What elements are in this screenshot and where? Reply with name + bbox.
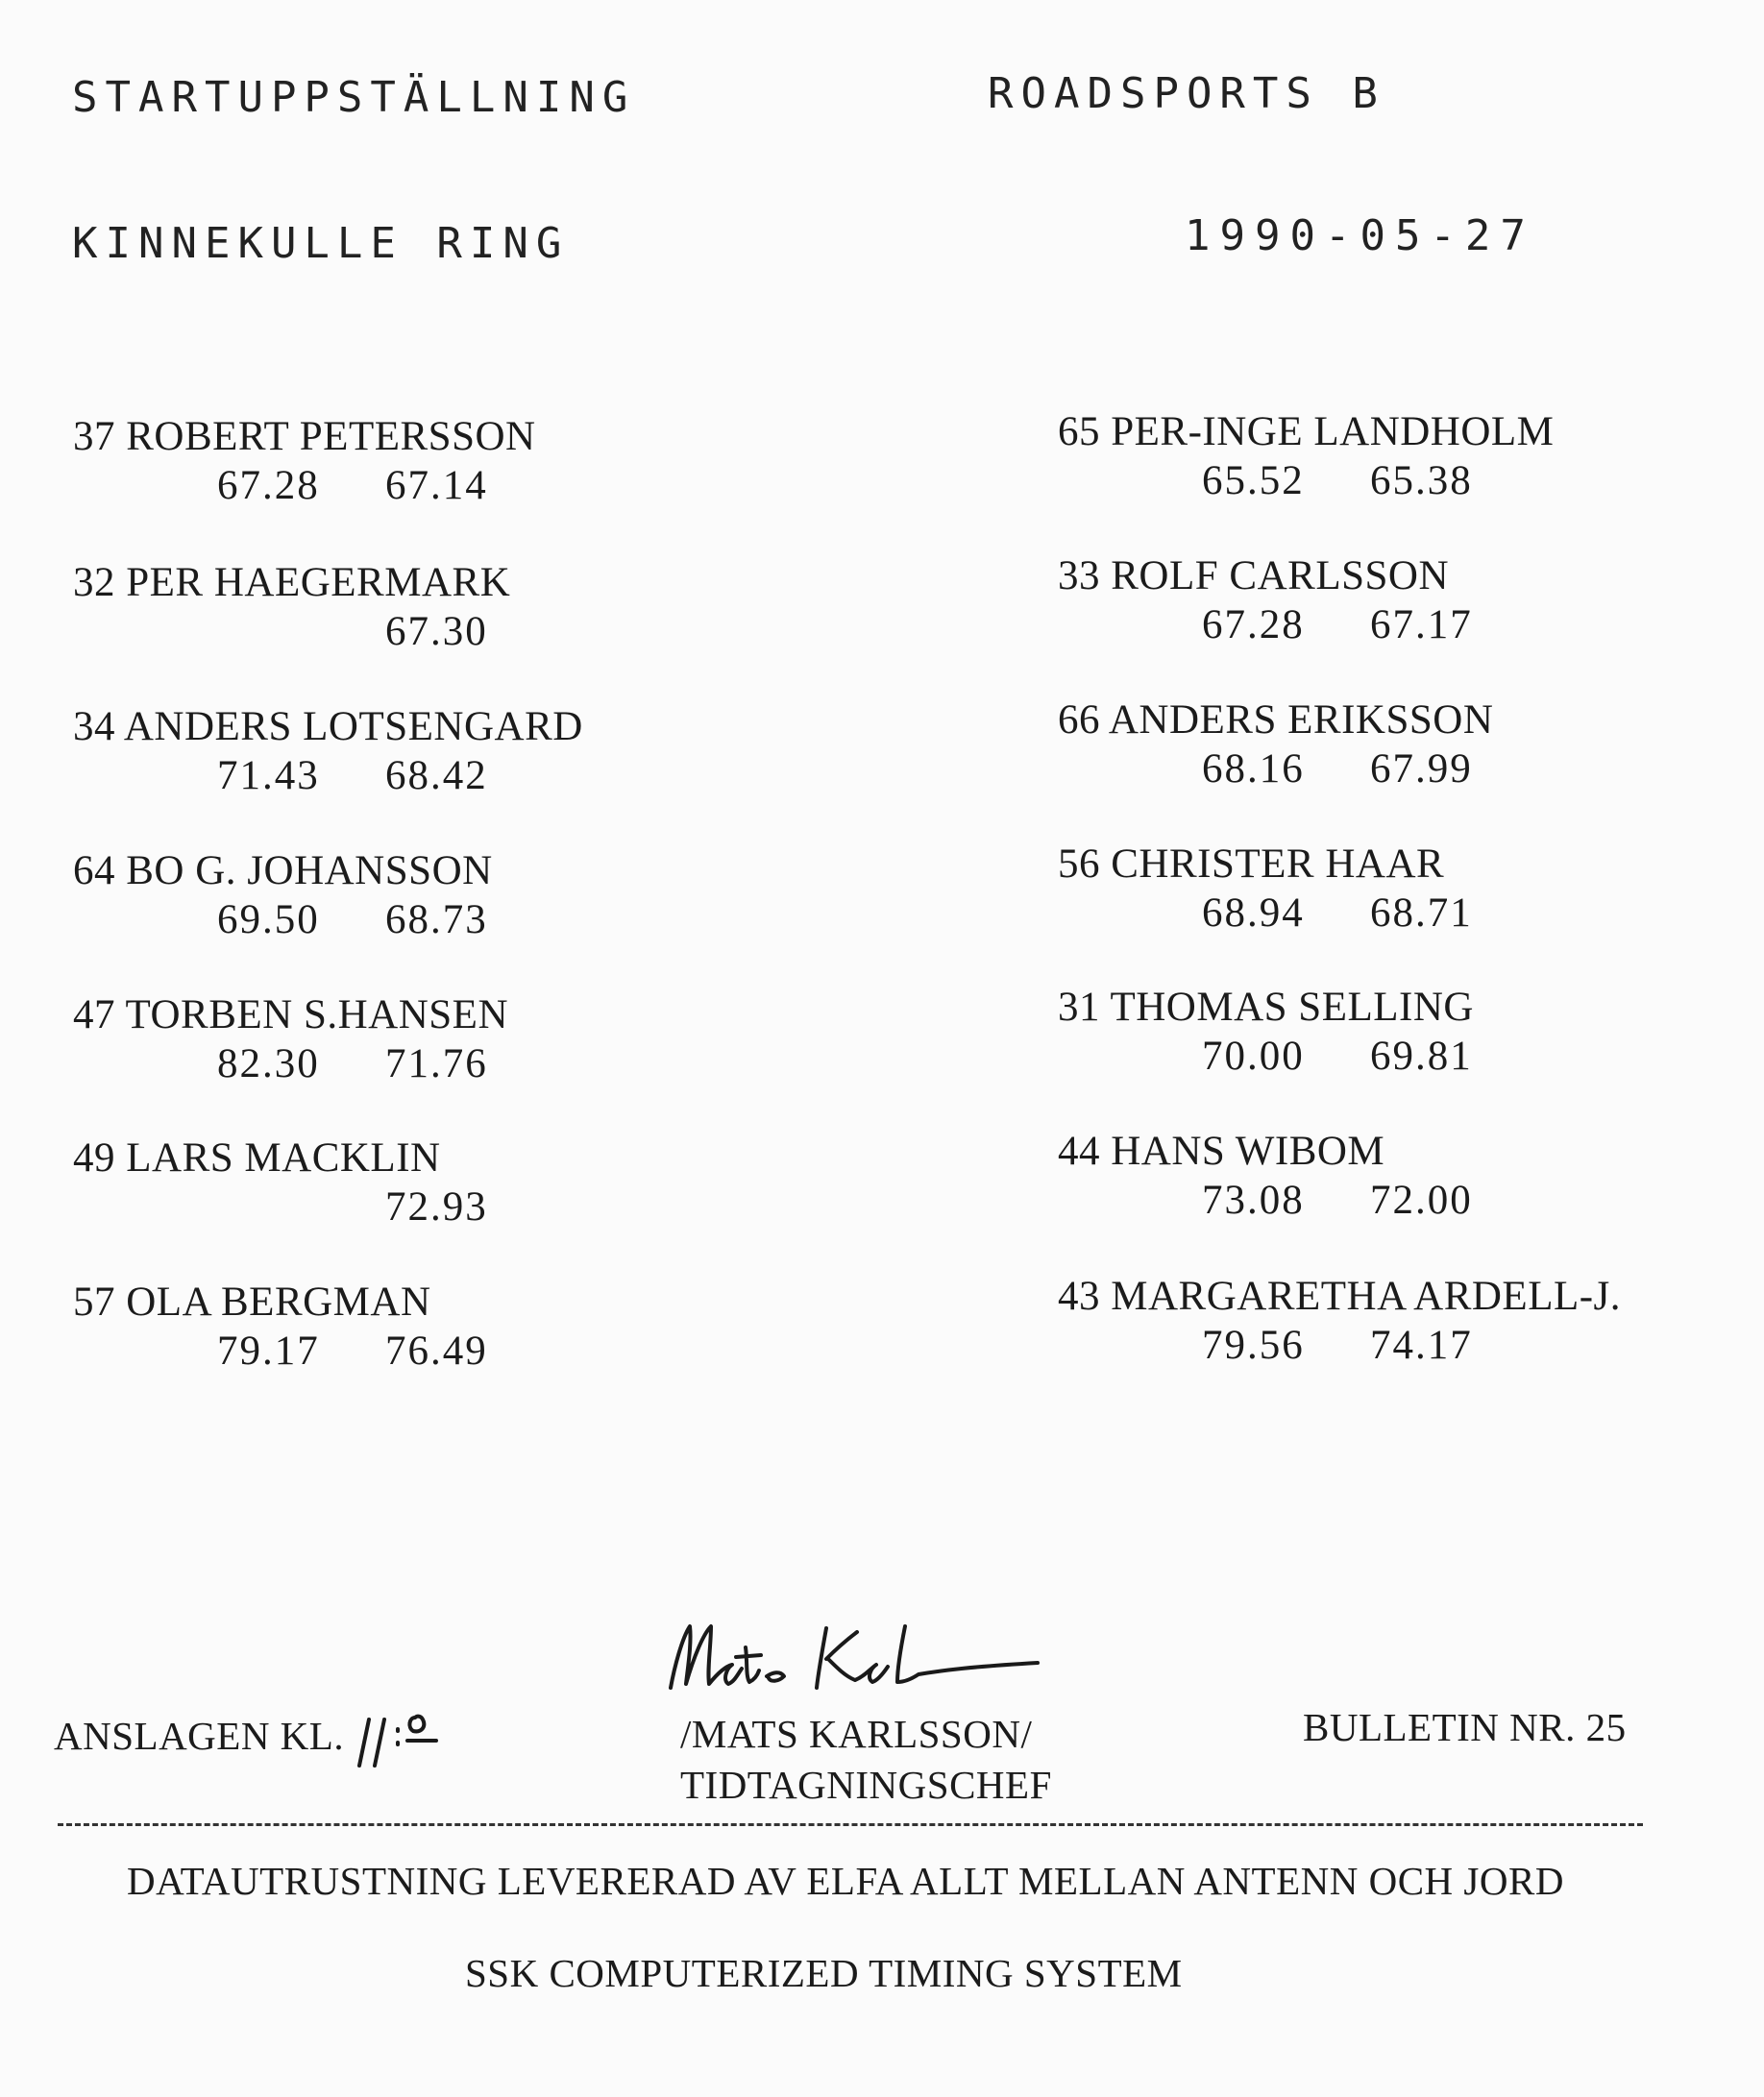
- handwritten-time: [342, 1706, 448, 1773]
- lap-times: [73, 1329, 488, 1374]
- driver-entry: [73, 1280, 488, 1374]
- signer-name: /MATS KARLSSON/: [680, 1712, 1033, 1756]
- lap-times: [1058, 1178, 1473, 1223]
- driver-number-name: 37 ROBERT PETERSSON: [73, 414, 536, 459]
- posted-label: ANSLAGEN KL.: [54, 1714, 345, 1758]
- lap-time: 68.71: [1370, 890, 1473, 936]
- handwritten-signature: [653, 1599, 1095, 1705]
- lap-times: [73, 755, 583, 796]
- system-line: SSK COMPUTERIZED TIMING SYSTEM: [465, 1951, 1183, 1995]
- driver-number-name: 65 PER-INGE LANDHOLM: [1058, 409, 1555, 454]
- lap-times: [1058, 748, 1493, 790]
- lap-time: 68.16: [1202, 746, 1305, 792]
- lap-times: [1058, 890, 1473, 936]
- lap-time: 74.17: [1370, 1323, 1473, 1368]
- class-name: ROADSPORTS B: [988, 69, 1385, 118]
- lap-time: 72.93: [385, 1184, 488, 1230]
- driver-entry: [73, 1135, 488, 1230]
- lap-time: 72.00: [1370, 1178, 1473, 1223]
- driver-entry: [1058, 1129, 1473, 1223]
- lap-time: 68.42: [385, 753, 488, 798]
- driver-entry: [1058, 1276, 1621, 1366]
- driver-number-name: 49 LARS MACKLIN: [73, 1135, 441, 1181]
- driver-number-name: 64 BO G. JOHANSSON: [73, 848, 493, 893]
- lap-time: 82.30: [217, 1041, 320, 1086]
- driver-number-name: 56 CHRISTER HAAR: [1058, 841, 1445, 887]
- lap-time: 65.52: [1202, 458, 1305, 503]
- driver-number-name: 66 ANDERS ERIKSSON: [1058, 697, 1494, 743]
- lap-time: 67.28: [217, 463, 320, 508]
- lap-time: 67.17: [1370, 602, 1473, 647]
- lap-times: [73, 611, 510, 652]
- driver-number-name: 33 ROLF CARLSSON: [1058, 553, 1450, 598]
- driver-entry: [73, 850, 493, 940]
- lap-time: 76.49: [385, 1329, 488, 1374]
- lap-time: 73.08: [1202, 1178, 1305, 1223]
- lap-time: 70.00: [1202, 1034, 1305, 1079]
- lap-times: [1058, 460, 1554, 501]
- lap-times: [1058, 1036, 1474, 1077]
- driver-entry: [1058, 841, 1473, 936]
- driver-entry: [1058, 553, 1473, 647]
- venue: KINNEKULLE RING: [72, 219, 570, 268]
- lap-time: 65.38: [1370, 458, 1473, 503]
- driver-entry: [73, 416, 536, 506]
- dashed-divider: [58, 1823, 1643, 1826]
- document-title: STARTUPPSTÄLLNING: [72, 73, 636, 122]
- driver-number-name: 47 TORBEN S.HANSEN: [73, 992, 509, 1037]
- driver-entry: [73, 562, 510, 652]
- driver-entry: [1058, 987, 1474, 1077]
- driver-entry: [1058, 411, 1554, 501]
- lap-time: 67.28: [1202, 602, 1305, 647]
- lap-time: 69.81: [1370, 1034, 1473, 1079]
- lap-times: [73, 465, 536, 506]
- driver-entry: [1058, 699, 1493, 790]
- lap-time: 71.76: [385, 1041, 488, 1086]
- lap-time: 68.94: [1202, 890, 1305, 936]
- lap-times: [73, 1043, 508, 1085]
- lap-time: 67.14: [385, 463, 488, 508]
- driver-number-name: 34 ANDERS LOTSENGARD: [73, 704, 583, 749]
- driver-number-name: 57 OLA BERGMAN: [73, 1280, 431, 1325]
- lap-time: 68.73: [385, 897, 488, 942]
- lap-times: [1058, 1325, 1621, 1366]
- sponsor-line: DATAUTRUSTNING LEVERERAD AV ELFA ALLT MELLAN ANTENN OCH JORD: [127, 1859, 1564, 1903]
- signer-title: TIDTAGNINGSCHEF: [680, 1763, 1052, 1807]
- bulletin-number: BULLETIN NR. 25: [1303, 1705, 1627, 1749]
- lap-time: 79.17: [217, 1329, 320, 1374]
- lap-time: 71.43: [217, 753, 320, 798]
- lap-time: 67.99: [1370, 746, 1473, 792]
- lap-times: [1058, 602, 1473, 647]
- driver-number-name: 31 THOMAS SELLING: [1058, 985, 1474, 1030]
- event-date: 1990-05-27: [1185, 211, 1535, 260]
- lap-times: [73, 899, 493, 940]
- lap-times: [73, 1184, 488, 1230]
- lap-time: 79.56: [1202, 1323, 1305, 1368]
- lap-time: 69.50: [217, 897, 320, 942]
- driver-entry: [73, 706, 583, 796]
- driver-number-name: 43 MARGARETHA ARDELL-J.: [1058, 1274, 1622, 1319]
- driver-entry: [73, 994, 508, 1085]
- driver-number-name: 32 PER HAEGERMARK: [73, 560, 511, 605]
- lap-time: 67.30: [385, 609, 488, 654]
- driver-number-name: 44 HANS WIBOM: [1058, 1129, 1385, 1174]
